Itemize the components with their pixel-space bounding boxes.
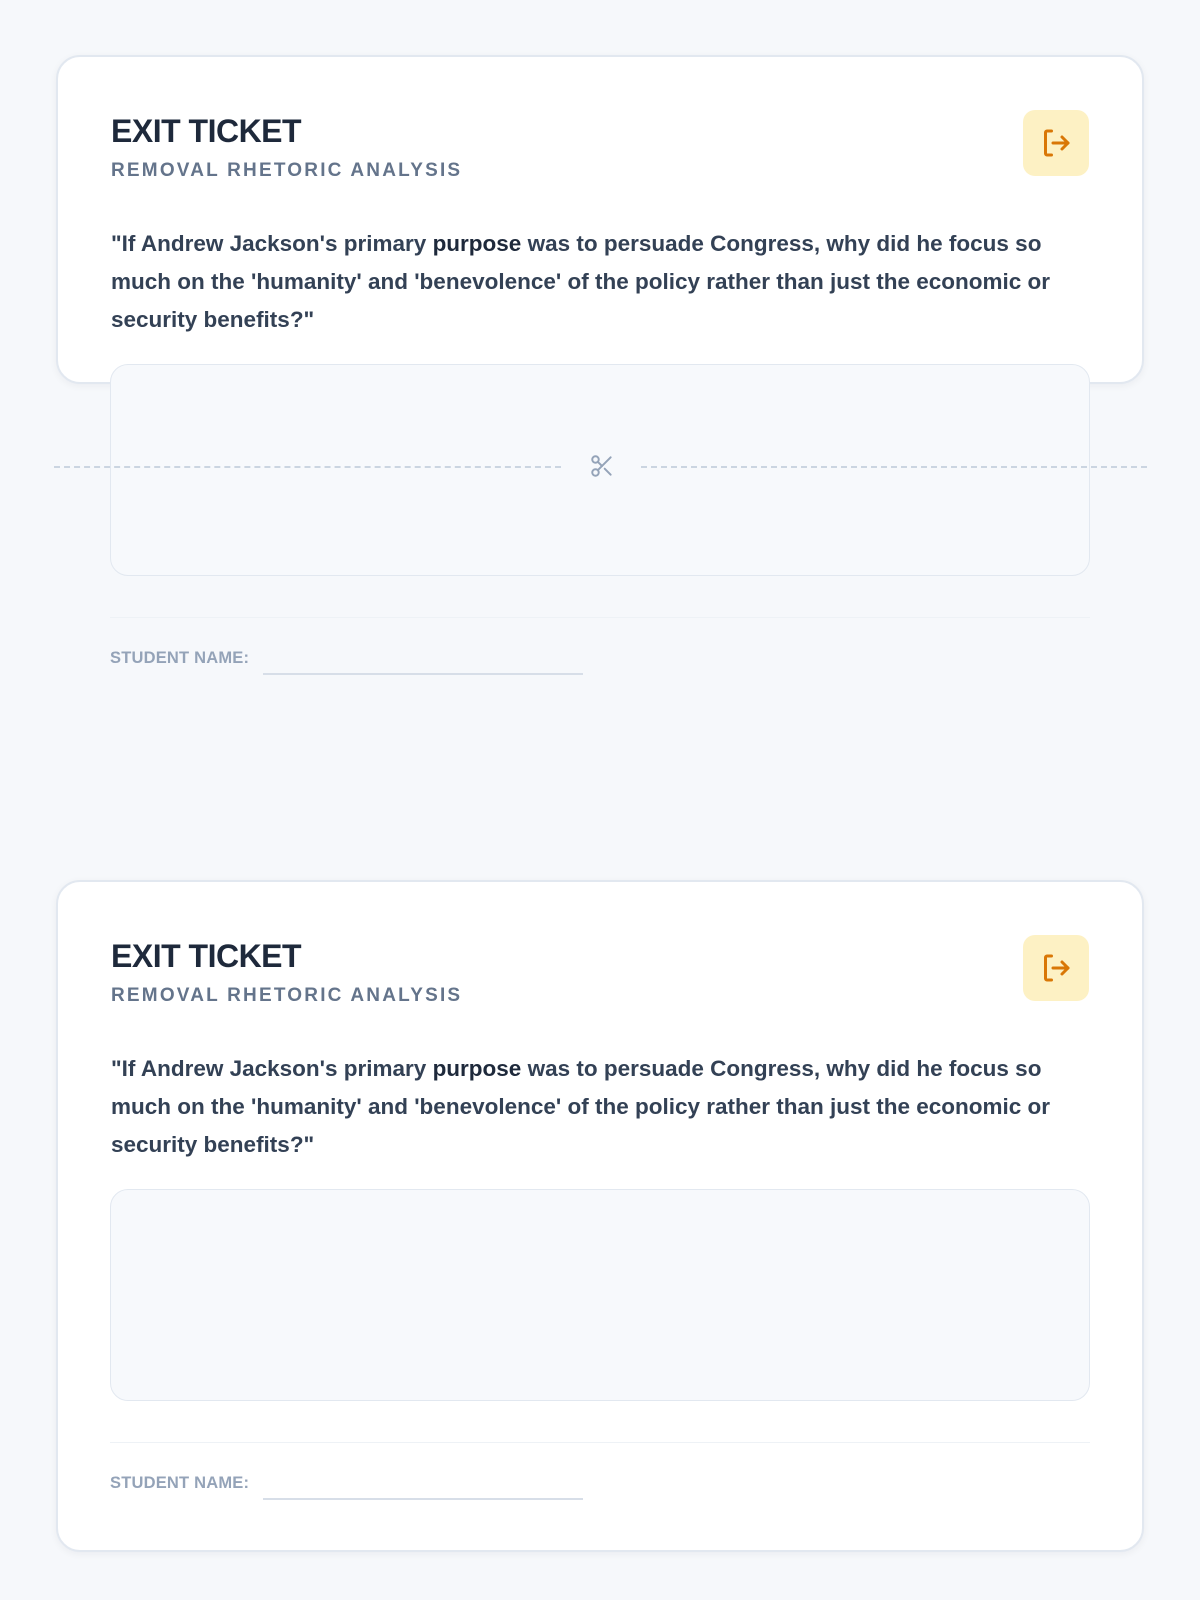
cut-line-dashes-left bbox=[54, 466, 561, 468]
divider bbox=[110, 617, 1090, 618]
question-text-start: "If Andrew Jackson's primary bbox=[111, 231, 433, 256]
question-text-start: "If Andrew Jackson's primary bbox=[111, 1056, 433, 1081]
ticket-subtitle: REMOVAL RHETORIC ANALYSIS bbox=[111, 985, 463, 1006]
divider bbox=[110, 1442, 1090, 1443]
ticket-question bbox=[111, 1050, 1091, 1164]
student-name-field-1[interactable] bbox=[263, 673, 583, 675]
question-emphasis: purpose bbox=[432, 1056, 522, 1081]
exit-icon-badge bbox=[1023, 110, 1089, 176]
question-emphasis: purpose bbox=[432, 231, 522, 256]
exit-icon-badge bbox=[1023, 935, 1089, 1001]
ticket-subtitle: REMOVAL RHETORIC ANALYSIS bbox=[111, 160, 463, 181]
student-name-row-2 bbox=[110, 1475, 583, 1492]
ticket-question bbox=[111, 225, 1091, 339]
student-name-label: STUDENT NAME: bbox=[110, 649, 250, 667]
student-name-field-2[interactable] bbox=[263, 1498, 583, 1500]
student-name-label: STUDENT NAME: bbox=[110, 1474, 250, 1492]
scissors-icon-wrap bbox=[587, 451, 617, 481]
question-text-end: was to persuade Congress, why did he focus so much on the 'humanity' and 'benevolence' of the policy rather than just the economic or security benefits?" bbox=[111, 1056, 1051, 1157]
question-text-end: was to persuade Congress, why did he focus so much on the 'humanity' and 'benevolence' of the policy rather than just the economic or security benefits?" bbox=[111, 231, 1051, 332]
exit-icon bbox=[1038, 125, 1074, 161]
answer-input-2[interactable] bbox=[110, 1189, 1090, 1401]
ticket-title: EXIT TICKET bbox=[111, 938, 302, 974]
exit-icon bbox=[1038, 950, 1074, 986]
scissors-icon bbox=[589, 453, 615, 479]
ticket-title: EXIT TICKET bbox=[111, 113, 302, 149]
exit-ticket-card-1 bbox=[56, 55, 1144, 384]
student-name-row-1 bbox=[110, 650, 583, 667]
cut-line-dashes-right bbox=[641, 466, 1147, 468]
